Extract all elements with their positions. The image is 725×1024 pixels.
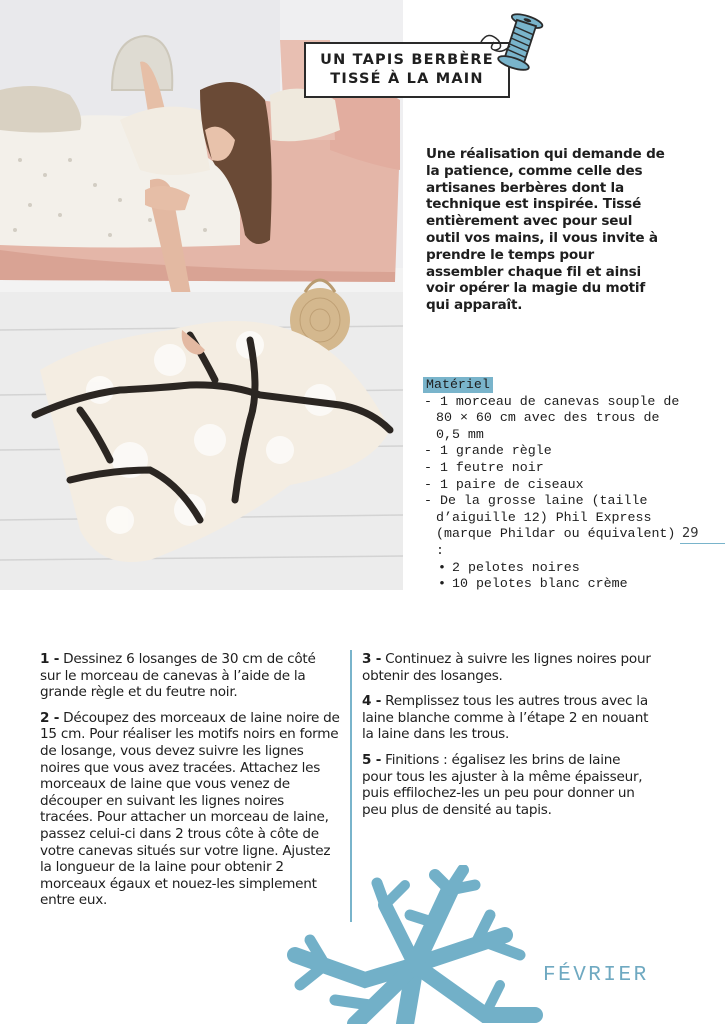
step-number: 2 - <box>40 709 60 726</box>
step-number: 1 - <box>40 651 60 667</box>
step-5 <box>362 752 652 818</box>
title-line-2: TISSÉ À LA MAIN <box>330 71 484 87</box>
step-text: Découpez des morceaux de laine noire de 15 cm. Pour réaliser les motifs noirs en forme de losange, vous devez suivre les lignes noires que vous avez tracées. Attachez les morceaux de laine que vous venez de découper en suivant les lignes noires tracées. Pour attacher un morceau de laine, passez celui-ci dans 2 trous côte à côte de votre canevas situés sur votre ligne. Ajustez la longueur de la laine pour obtenir 2 morceaux égaux et nouez-les simplement entre eux. <box>40 709 340 909</box>
step-text: Continuez à suivre les lignes noires pour obtenir des losanges. <box>362 651 651 684</box>
step-number: 3 - <box>362 651 382 667</box>
bullet-icon: • <box>438 559 446 575</box>
step-1 <box>40 651 340 701</box>
material-item: - 1 grande règle <box>424 443 552 459</box>
materials-list <box>424 377 684 593</box>
thread-spool-icon <box>476 12 548 74</box>
snowflake-icon <box>285 865 550 1024</box>
intro-paragraph: Une réalisation qui demande de la patience, comme celle des artisanes berbères dont la technique est inspirée. Tissé entièrement avec pour seul outil vos mains, il vous invite à prendre le temps pour assembler chaque fil et ainsi voir opérer la magie du motif qui apparaît. <box>426 146 665 314</box>
material-item: - 1 paire de ciseaux <box>424 476 584 492</box>
material-item: - De la grosse laine (taille d’aiguille 12) Phil Express (marque Phildar ou équivalent) : <box>424 493 676 558</box>
month-label: FÉVRIER <box>543 964 649 987</box>
title-line-1: UN TAPIS BERBÈRE <box>320 52 494 68</box>
material-item: - 1 feutre noir <box>424 459 544 475</box>
material-subitem: • 2 pelotes noires <box>438 559 580 575</box>
step-number: 4 - <box>362 693 382 710</box>
step-4 <box>362 693 652 743</box>
materials-heading: Matériel <box>423 377 493 393</box>
step-3 <box>362 651 652 684</box>
step-text: Finitions : égalisez les brins de laine pour tous les ajuster à la même épaisseur, puis effilochez-les un peu pour donner un peu plus de densité au tapis. <box>362 751 643 818</box>
material-item: - 1 morceau de canevas souple de 80 × 60 cm avec des trous de 0,5 mm <box>424 393 680 442</box>
step-text: Dessinez 6 losanges de 30 cm de côté sur le morceau de canevas à l’aide de la grande règle et du feutre noir. <box>40 651 316 701</box>
steps-column-right <box>362 651 652 827</box>
page-number: 29 <box>680 526 725 544</box>
step-text: Remplissez tous les autres trous avec la laine blanche comme à l’étape 2 en nouant la laine dans les trous. <box>362 693 649 743</box>
step-number: 5 - <box>362 751 382 768</box>
material-subitem: • 10 pelotes blanc crème <box>438 576 628 592</box>
bullet-icon: • <box>438 576 446 592</box>
